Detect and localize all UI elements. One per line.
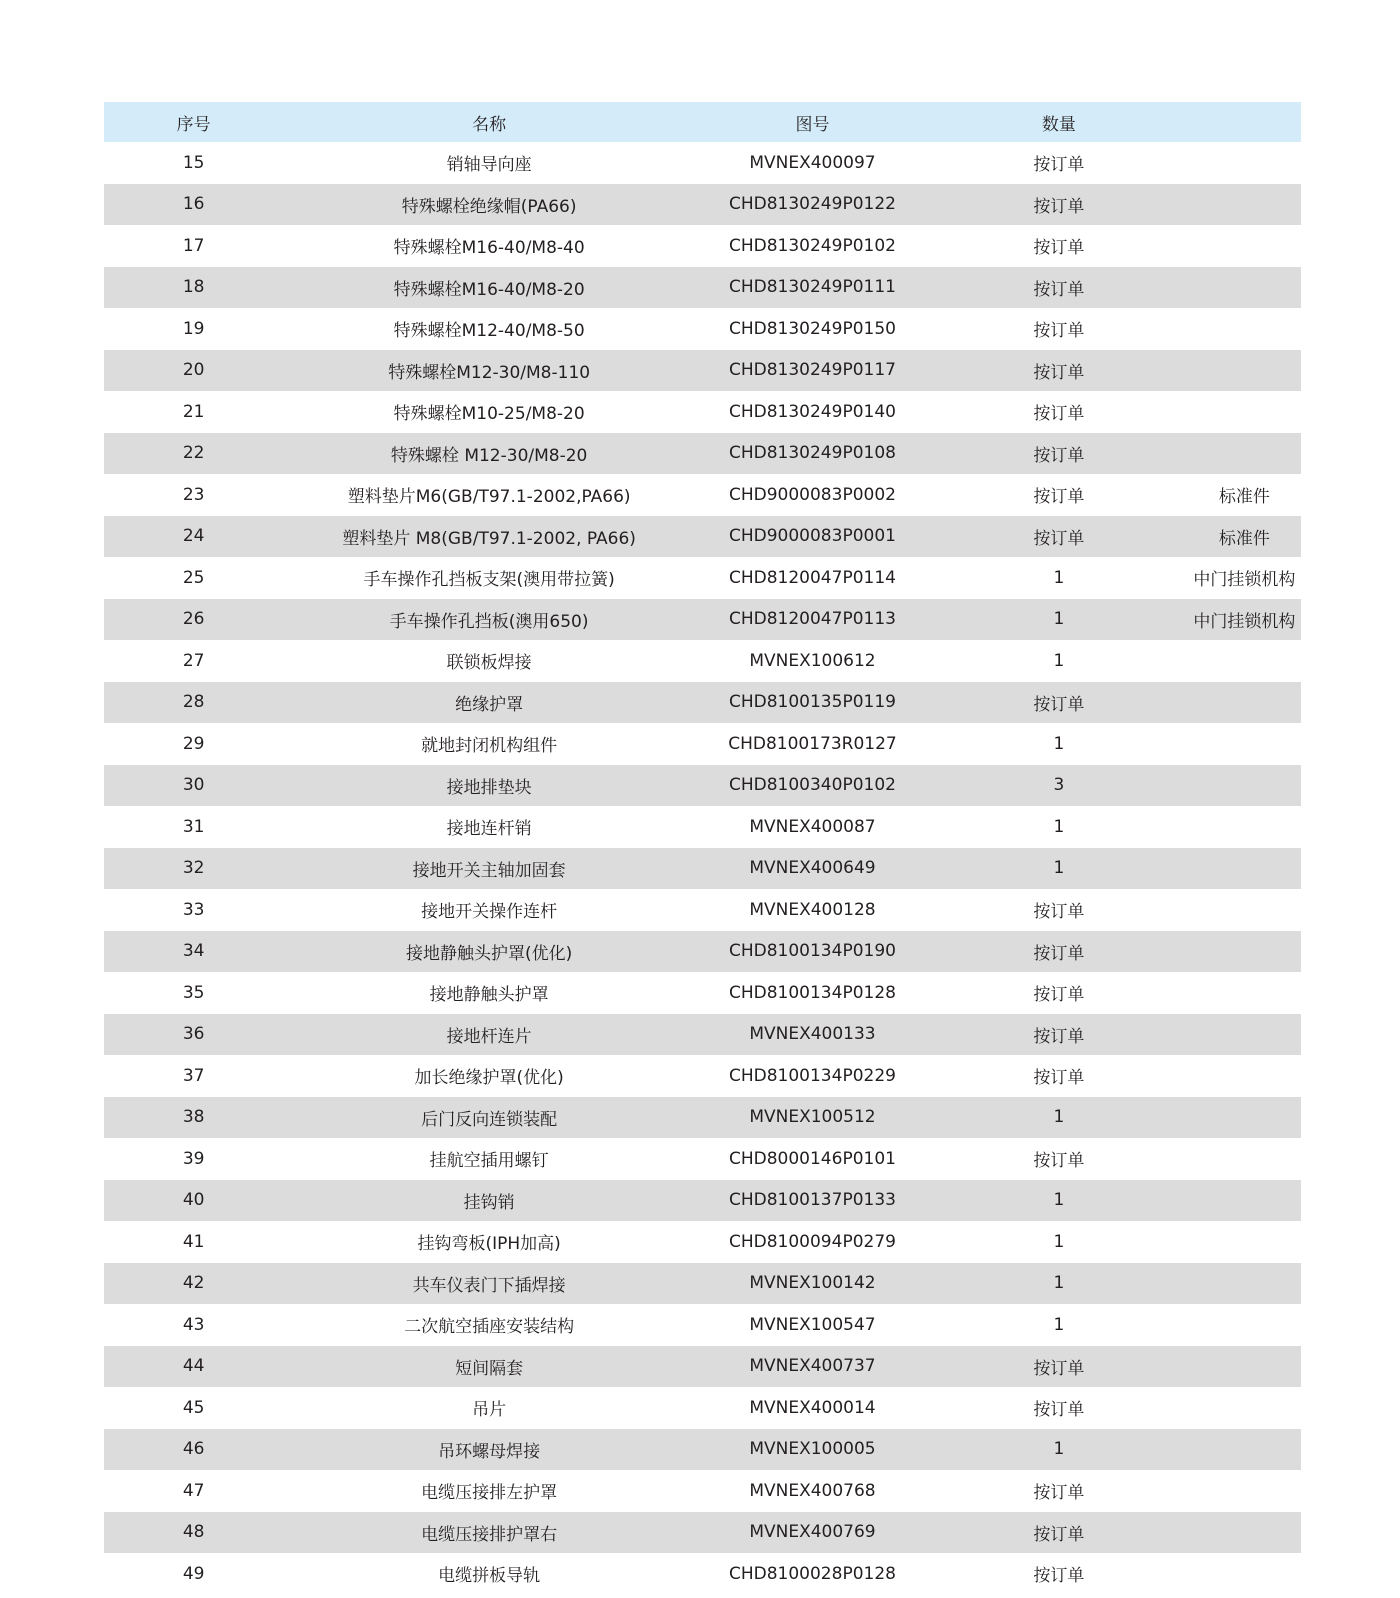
header-qty: 数量 bbox=[1041, 114, 1076, 135]
cell-index: 42 bbox=[182, 1273, 205, 1294]
cell-qty: 按订单 bbox=[1033, 1068, 1085, 1089]
cell-qty: 按订单 bbox=[1033, 238, 1085, 259]
header-name: 名称 bbox=[472, 114, 507, 135]
cell-index: 28 bbox=[182, 692, 205, 713]
cell-name: 接地静触头护罩(优化) bbox=[406, 943, 573, 964]
cell-index: 38 bbox=[182, 1107, 205, 1128]
cell-qty: 按订单 bbox=[1033, 1400, 1085, 1421]
table-row bbox=[104, 848, 1301, 890]
cell-name: 接地杆连片 bbox=[446, 1026, 532, 1047]
parts-table bbox=[104, 102, 1301, 1595]
table-row bbox=[104, 1470, 1301, 1512]
table-row bbox=[104, 723, 1301, 765]
cell-code: MVNEX100142 bbox=[749, 1273, 876, 1294]
cell-code: CHD9000083P0001 bbox=[728, 526, 896, 547]
cell-qty: 按订单 bbox=[1033, 445, 1085, 466]
table-row bbox=[104, 433, 1301, 475]
cell-index: 22 bbox=[182, 443, 205, 464]
cell-name: 电缆拼板导轨 bbox=[438, 1566, 541, 1587]
header-index: 序号 bbox=[176, 114, 211, 135]
cell-index: 16 bbox=[182, 194, 205, 215]
cell-name: 特殊螺栓M10-25/M8-20 bbox=[393, 404, 585, 425]
cell-name: 接地开关操作连杆 bbox=[421, 902, 558, 923]
cell-index: 21 bbox=[182, 401, 205, 422]
cell-index: 31 bbox=[182, 816, 205, 837]
cell-index: 20 bbox=[182, 360, 205, 381]
cell-code: MVNEX100512 bbox=[749, 1107, 876, 1128]
cell-name: 加长绝缘护罩(优化) bbox=[414, 1068, 564, 1089]
cell-code: MVNEX400769 bbox=[749, 1522, 876, 1543]
cell-name: 塑料垫片M6(GB/T97.1-2002,PA66) bbox=[347, 487, 631, 508]
cell-code: CHD8100028P0128 bbox=[728, 1563, 896, 1584]
cell-qty: 1 bbox=[1053, 1273, 1065, 1294]
table-row bbox=[104, 1055, 1301, 1097]
cell-name: 特殊螺栓 M12-30/M8-20 bbox=[390, 445, 588, 466]
cell-index: 32 bbox=[182, 858, 205, 879]
cell-index: 39 bbox=[182, 1148, 205, 1169]
cell-qty: 1 bbox=[1053, 1231, 1065, 1252]
cell-note: 标准件 bbox=[1218, 528, 1270, 549]
cell-name: 销轴导向座 bbox=[446, 155, 532, 176]
cell-qty: 按订单 bbox=[1033, 279, 1085, 300]
cell-qty: 1 bbox=[1053, 858, 1065, 879]
cell-name: 就地封闭机构组件 bbox=[421, 736, 558, 757]
table-row bbox=[104, 516, 1301, 558]
table-row bbox=[104, 1097, 1301, 1139]
cell-code: CHD8130249P0117 bbox=[728, 360, 896, 381]
cell-code: MVNEX100547 bbox=[749, 1314, 876, 1335]
table-row bbox=[104, 1263, 1301, 1305]
cell-index: 33 bbox=[182, 899, 205, 920]
cell-code: MVNEX400649 bbox=[749, 858, 876, 879]
cell-qty: 1 bbox=[1053, 650, 1065, 671]
cell-qty: 按订单 bbox=[1033, 1566, 1085, 1587]
table-row bbox=[104, 1180, 1301, 1222]
cell-code: MVNEX400737 bbox=[749, 1356, 876, 1377]
cell-name: 特殊螺栓M12-30/M8-110 bbox=[388, 362, 591, 383]
cell-code: CHD8130249P0140 bbox=[728, 401, 896, 422]
cell-code: MVNEX400133 bbox=[749, 1024, 876, 1045]
cell-qty: 1 bbox=[1053, 609, 1065, 630]
cell-code: CHD8100137P0133 bbox=[728, 1190, 896, 1211]
cell-name: 绝缘护罩 bbox=[455, 694, 524, 715]
cell-name: 电缆压接排左护罩 bbox=[421, 1483, 558, 1504]
header-code: 图号 bbox=[795, 114, 830, 135]
cell-index: 43 bbox=[182, 1314, 205, 1335]
cell-qty: 按订单 bbox=[1033, 1026, 1085, 1047]
cell-qty: 1 bbox=[1053, 1107, 1065, 1128]
cell-qty: 1 bbox=[1053, 816, 1065, 837]
table-row bbox=[104, 640, 1301, 682]
table-row bbox=[104, 350, 1301, 392]
cell-code: CHD8130249P0150 bbox=[728, 318, 896, 339]
cell-name: 电缆压接排护罩右 bbox=[421, 1524, 558, 1545]
cell-code: CHD8100134P0229 bbox=[728, 1065, 896, 1086]
cell-qty: 按订单 bbox=[1033, 1483, 1085, 1504]
cell-name: 接地排垫块 bbox=[446, 777, 532, 798]
table-row bbox=[104, 1304, 1301, 1346]
table-row bbox=[104, 1138, 1301, 1180]
cell-index: 29 bbox=[182, 733, 205, 754]
cell-qty: 1 bbox=[1053, 733, 1065, 754]
table-row bbox=[104, 806, 1301, 848]
cell-name: 吊环螺母焊接 bbox=[438, 1441, 541, 1462]
cell-index: 17 bbox=[182, 235, 205, 256]
cell-code: CHD8130249P0122 bbox=[728, 194, 896, 215]
cell-name: 特殊螺栓M16-40/M8-20 bbox=[393, 279, 585, 300]
cell-qty: 按订单 bbox=[1033, 985, 1085, 1006]
cell-note: 标准件 bbox=[1218, 487, 1270, 508]
cell-code: CHD8100173R0127 bbox=[728, 733, 897, 754]
cell-code: MVNEX400128 bbox=[749, 899, 876, 920]
table-row bbox=[104, 142, 1301, 184]
cell-index: 40 bbox=[182, 1190, 205, 1211]
cell-qty: 按订单 bbox=[1033, 487, 1085, 508]
cell-code: CHD8100134P0190 bbox=[728, 941, 896, 962]
table-row bbox=[104, 557, 1301, 599]
cell-code: CHD8100134P0128 bbox=[728, 982, 896, 1003]
cell-name: 特殊螺栓M16-40/M8-40 bbox=[393, 238, 585, 259]
cell-qty: 按订单 bbox=[1033, 528, 1085, 549]
cell-name: 接地静触头护罩 bbox=[429, 985, 549, 1006]
cell-index: 36 bbox=[182, 1024, 205, 1045]
cell-index: 46 bbox=[182, 1439, 205, 1460]
cell-code: CHD8100340P0102 bbox=[728, 775, 896, 796]
cell-index: 35 bbox=[182, 982, 205, 1003]
table-row bbox=[104, 931, 1301, 973]
cell-name: 特殊螺栓M12-40/M8-50 bbox=[393, 321, 585, 342]
table-row bbox=[104, 765, 1301, 807]
table-row bbox=[104, 1387, 1301, 1429]
cell-index: 45 bbox=[182, 1397, 205, 1418]
cell-name: 短间隔套 bbox=[455, 1358, 524, 1379]
cell-qty: 按订单 bbox=[1033, 694, 1085, 715]
cell-index: 15 bbox=[182, 152, 205, 173]
cell-note: 中门挂锁机构 bbox=[1193, 611, 1296, 632]
cell-index: 19 bbox=[182, 318, 205, 339]
cell-name: 后门反向连锁装配 bbox=[421, 1109, 558, 1130]
cell-qty: 按订单 bbox=[1033, 1358, 1085, 1379]
cell-index: 18 bbox=[182, 277, 205, 298]
cell-qty: 按订单 bbox=[1033, 155, 1085, 176]
table-row bbox=[104, 391, 1301, 433]
cell-code: MVNEX100005 bbox=[749, 1439, 876, 1460]
cell-qty: 1 bbox=[1053, 1314, 1065, 1335]
cell-name: 二次航空插座安装结构 bbox=[404, 1317, 575, 1338]
table-row bbox=[104, 225, 1301, 267]
table-row bbox=[104, 308, 1301, 350]
table-row bbox=[104, 972, 1301, 1014]
cell-index: 41 bbox=[182, 1231, 205, 1252]
cell-code: CHD8130249P0102 bbox=[728, 235, 896, 256]
cell-qty: 按订单 bbox=[1033, 362, 1085, 383]
cell-name: 接地连杆销 bbox=[446, 819, 532, 840]
cell-index: 23 bbox=[182, 484, 205, 505]
cell-qty: 按订单 bbox=[1033, 196, 1085, 217]
cell-index: 47 bbox=[182, 1480, 205, 1501]
cell-name: 塑料垫片 M8(GB/T97.1-2002, PA66) bbox=[342, 528, 636, 549]
cell-index: 27 bbox=[182, 650, 205, 671]
table-row bbox=[104, 184, 1301, 226]
cell-code: MVNEX400097 bbox=[749, 152, 876, 173]
table-row bbox=[104, 889, 1301, 931]
cell-index: 25 bbox=[182, 567, 205, 588]
cell-code: CHD8120047P0114 bbox=[728, 567, 896, 588]
cell-index: 30 bbox=[182, 775, 205, 796]
cell-name: 特殊螺栓绝缘帽(PA66) bbox=[401, 196, 577, 217]
cell-index: 37 bbox=[182, 1065, 205, 1086]
cell-code: CHD8100094P0279 bbox=[728, 1231, 896, 1252]
cell-index: 44 bbox=[182, 1356, 205, 1377]
cell-name: 手车操作孔挡板(澳用650) bbox=[389, 611, 589, 632]
cell-qty: 按订单 bbox=[1033, 1524, 1085, 1545]
cell-code: CHD8120047P0113 bbox=[728, 609, 896, 630]
cell-name: 挂钩销 bbox=[463, 1192, 515, 1213]
table-row bbox=[104, 1512, 1301, 1554]
cell-name: 吊片 bbox=[472, 1400, 507, 1421]
cell-qty: 1 bbox=[1053, 1439, 1065, 1460]
cell-name: 挂航空插用螺钉 bbox=[429, 1151, 549, 1172]
table-row bbox=[104, 1553, 1301, 1595]
table-row bbox=[104, 474, 1301, 516]
cell-note: 中门挂锁机构 bbox=[1193, 570, 1296, 591]
cell-name: 手车操作孔挡板支架(澳用带拉簧) bbox=[363, 570, 615, 591]
table-row bbox=[104, 599, 1301, 641]
cell-index: 34 bbox=[182, 941, 205, 962]
cell-qty: 3 bbox=[1053, 775, 1065, 796]
cell-index: 26 bbox=[182, 609, 205, 630]
cell-code: CHD8130249P0111 bbox=[728, 277, 896, 298]
cell-code: MVNEX100612 bbox=[749, 650, 876, 671]
cell-code: CHD8000146P0101 bbox=[728, 1148, 896, 1169]
cell-index: 49 bbox=[182, 1563, 205, 1584]
table-row bbox=[104, 682, 1301, 724]
cell-qty: 按订单 bbox=[1033, 943, 1085, 964]
cell-code: MVNEX400087 bbox=[749, 816, 876, 837]
cell-name: 联锁板焊接 bbox=[446, 653, 532, 674]
table-row bbox=[104, 1221, 1301, 1263]
cell-code: CHD8130249P0108 bbox=[728, 443, 896, 464]
cell-code: MVNEX400768 bbox=[749, 1480, 876, 1501]
cell-index: 48 bbox=[182, 1522, 205, 1543]
table-header-row bbox=[104, 102, 1301, 142]
cell-name: 挂钩弯板(IPH加高) bbox=[417, 1234, 561, 1255]
table-row bbox=[104, 1346, 1301, 1388]
cell-name: 接地开关主轴加固套 bbox=[412, 860, 566, 881]
cell-code: CHD8100135P0119 bbox=[728, 692, 896, 713]
cell-index: 24 bbox=[182, 526, 205, 547]
cell-qty: 按订单 bbox=[1033, 902, 1085, 923]
cell-qty: 按订单 bbox=[1033, 1151, 1085, 1172]
cell-qty: 按订单 bbox=[1033, 404, 1085, 425]
table-body bbox=[104, 142, 1301, 1595]
table-row bbox=[104, 1429, 1301, 1471]
table-row bbox=[104, 1014, 1301, 1056]
cell-qty: 1 bbox=[1053, 567, 1065, 588]
cell-name: 共车仪表门下插焊接 bbox=[412, 1275, 566, 1296]
cell-code: CHD9000083P0002 bbox=[728, 484, 896, 505]
table-row bbox=[104, 267, 1301, 309]
cell-code: MVNEX400014 bbox=[749, 1397, 876, 1418]
cell-qty: 1 bbox=[1053, 1190, 1065, 1211]
cell-qty: 按订单 bbox=[1033, 321, 1085, 342]
